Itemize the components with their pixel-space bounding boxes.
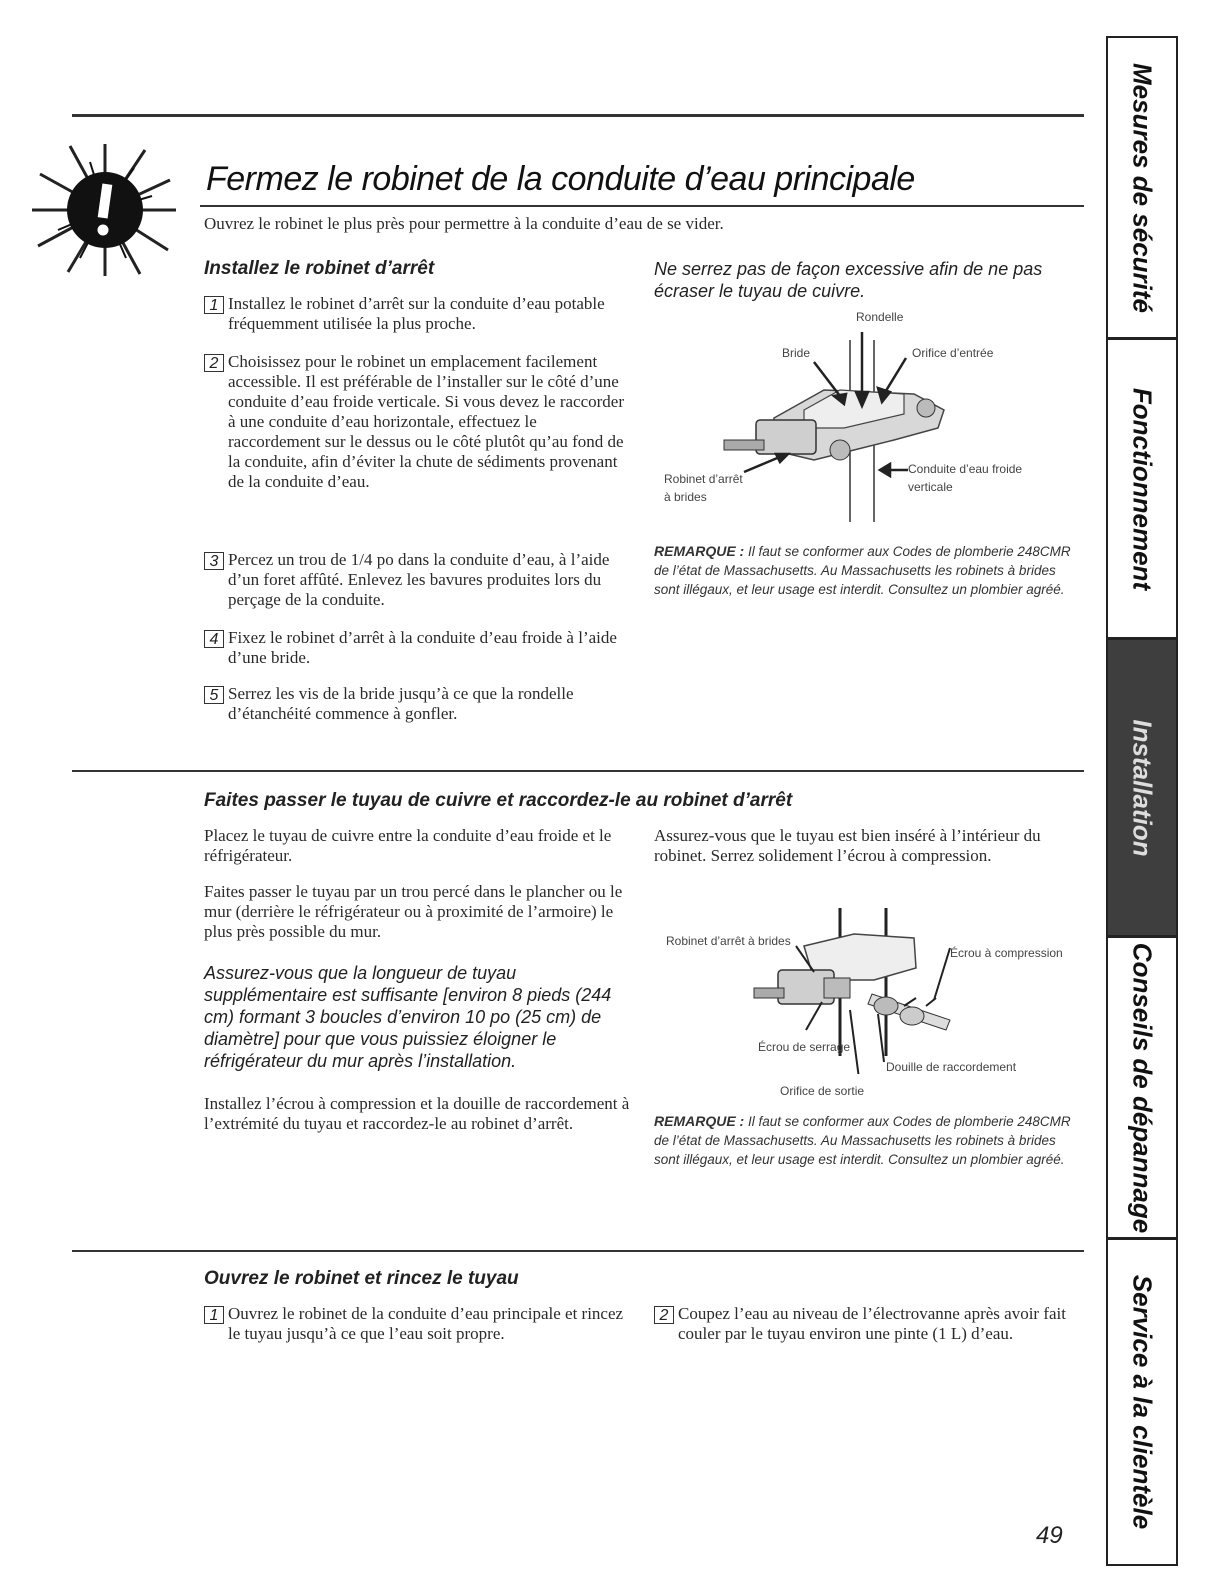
step-number: 4 [204, 630, 224, 648]
step-text: Percez un trou de 1/4 po dans la conduite d’eau, à l’aide d’un foret affûté. Enlevez les bavures produites lors du perçage de la conduite. [228, 550, 610, 609]
label-douille: Douille de raccordement [886, 1060, 1017, 1074]
label-rondelle: Rondelle [856, 310, 904, 324]
s1-step-2 [204, 352, 630, 492]
step-text: Installez le robinet d’arrêt sur la conduite d’eau potable fréquemment utilisée la plus proche. [228, 294, 605, 333]
page-title: Fermez le robinet de la conduite d’eau principale [206, 160, 915, 198]
tab-label: Fonctionnement [1127, 387, 1158, 590]
tab-service-a-la-clientele[interactable] [1108, 1240, 1176, 1564]
step-number: 3 [204, 552, 224, 570]
label-ecrou-compression: Écrou à compression [950, 946, 1063, 960]
s3-step-2 [654, 1304, 1074, 1344]
step-text: Serrez les vis de la bride jusqu’à ce que la rondelle d’étanchéité commence à gonfler. [228, 684, 574, 723]
tab-label: Service à la clientèle [1127, 1274, 1158, 1530]
figure-compression-fitting [654, 906, 1074, 1074]
step-text: Fixez le robinet d’arrêt à la conduite d’eau froide à l’aide d’une bride. [228, 628, 617, 667]
tab-label: Installation [1127, 718, 1158, 857]
section1-note [654, 542, 1074, 599]
label-robinet-1: Robinet d’arrêt [664, 472, 743, 486]
section2-rule [72, 770, 1084, 772]
label-robinet-brides: Robinet d’arrêt à brides [666, 934, 791, 948]
label-robinet-2: à brides [664, 490, 707, 504]
s1-step-3 [204, 550, 630, 610]
section2-p1: Placez le tuyau de cuivre entre la conduite d’eau froide et le réfrigérateur. [204, 826, 612, 865]
label-orifice-entree: Orifice d’entrée [912, 346, 994, 360]
top-rule [72, 114, 1084, 117]
label-ecrou-serrage: Écrou de serrage [758, 1040, 851, 1054]
section2-heading: Faites passer le tuyau de cuivre et raccordez-le au robinet d’arrêt [204, 790, 793, 811]
step-text: Ouvrez le robinet de la conduite d’eau principale et rincez le tuyau jusqu’à ce que l’eau soit propre. [228, 1304, 624, 1343]
label-orifice-sortie: Orifice de sortie [780, 1084, 865, 1098]
section3-heading: Ouvrez le robinet et rincez le tuyau [204, 1268, 519, 1289]
s1-step-1 [204, 294, 630, 334]
section1-heading: Installez le robinet d’arrêt [204, 258, 435, 279]
side-tab-bar [1106, 36, 1178, 1566]
step-number: 2 [654, 1306, 674, 1324]
title-rule [200, 205, 1084, 207]
tab-conseils-de-depannage[interactable] [1108, 938, 1176, 1240]
section1-caution: Ne serrez pas de façon excessive afin de ne pas écraser le tuyau de cuivre. [654, 259, 1043, 301]
label-conduite-2: verticale [908, 480, 953, 494]
tab-fonctionnement[interactable] [1108, 340, 1176, 640]
note-text: Il faut se conformer aux Codes de plomberie 248CMR de l’état de Massachusetts. Au Massachusetts les robinets à brides sont illégaux, et leur usage est interdit. Consultez un plombier agréé. [654, 544, 1071, 597]
section2-p2: Faites passer le tuyau par un trou percé dans le plancher ou le mur (derrière le réfrigérateur ou à proximité de l’armoire) le plus près possible du mur. [204, 882, 623, 941]
warning-burst-icon [30, 140, 180, 280]
section2-p5: Assurez-vous que le tuyau est bien inséré à l’intérieur du robinet. Serrez solidement l’écrou à compression. [654, 826, 1041, 865]
section3-rule [72, 1250, 1084, 1252]
step-number: 1 [204, 1306, 224, 1324]
tab-label: Conseils de dépannage [1127, 942, 1158, 1233]
section2-p4: Installez l’écrou à compression et la douille de raccordement à l’extrémité du tuyau et raccordez-le au robinet d’arrêt. [204, 1094, 630, 1133]
tab-mesures-de-securite[interactable] [1108, 38, 1176, 340]
figure-saddle-valve [654, 310, 1074, 530]
step-number: 5 [204, 686, 224, 704]
step-number: 2 [204, 354, 224, 372]
tab-label: Mesures de sécurité [1127, 62, 1158, 313]
label-conduite-1: Conduite d’eau froide [908, 462, 1023, 476]
note-text: Il faut se conformer aux Codes de plomberie 248CMR de l’état de Massachusetts. Au Massachusetts les robinets à brides sont illégaux, et leur usage est interdit. Consultez un plombier agréé. [654, 1114, 1071, 1167]
step-number: 1 [204, 296, 224, 314]
tab-installation[interactable] [1108, 640, 1176, 938]
s1-step-5 [204, 684, 630, 724]
section2-note [654, 1112, 1074, 1169]
step-text: Coupez l’eau au niveau de l’électrovanne après avoir fait couler par le tuyau environ une pinte (1 L) d’eau. [678, 1304, 1066, 1343]
page-number: 49 [1036, 1522, 1063, 1549]
s3-step-1 [204, 1304, 630, 1344]
note-label: REMARQUE : [654, 543, 745, 559]
step-text: Choisissez pour le robinet un emplacement facilement accessible. Il est préférable de l’installer sur le côté d’une conduite d’eau froide verticale. Si vous devez le raccorder à une conduite d’eau horizontale, effectuez le raccordement sur le dessus ou le côté plutôt qu’au fond de la conduite, afin d’éviter la chute de sédiments provenant de la conduite d’eau. [228, 352, 625, 491]
section2-p3: Assurez-vous que la longueur de tuyau supplémentaire est suffisante [environ 8 pieds (244 cm) formant 3 boucles d’environ 10 po (25 cm) de diamètre] pour que vous puissiez éloigner le réfrigérateur du mur après l’installation. [204, 963, 612, 1071]
label-bride: Bride [782, 346, 811, 360]
s1-step-4 [204, 628, 630, 668]
intro-text: Ouvrez le robinet le plus près pour permettre à la conduite d’eau de se vider. [204, 214, 724, 233]
note-label: REMARQUE : [654, 1113, 745, 1129]
